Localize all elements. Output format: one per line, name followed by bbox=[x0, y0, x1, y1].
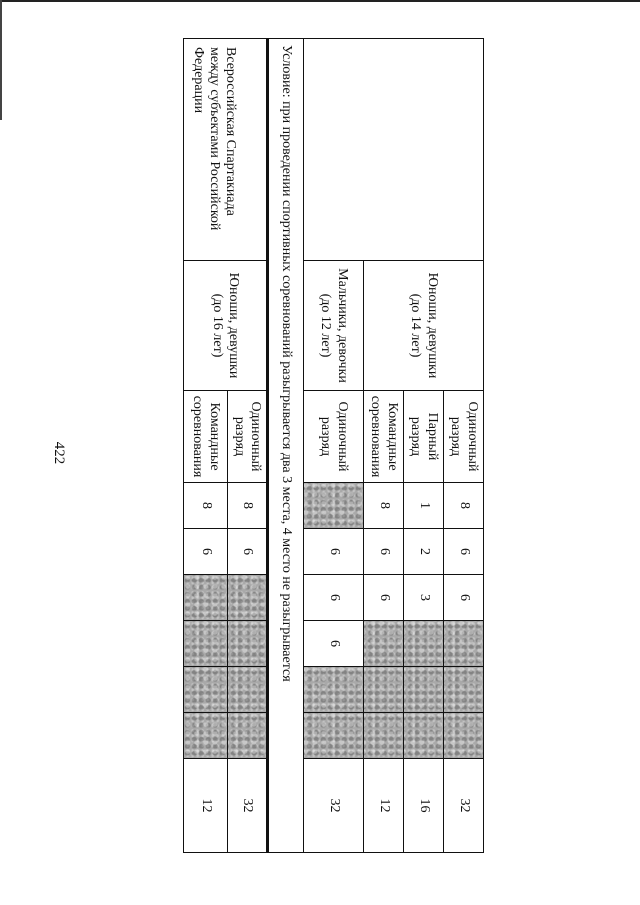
page-number: 422 bbox=[51, 441, 67, 465]
shaded-cell bbox=[304, 713, 364, 759]
discipline-cell: Командные соревнования bbox=[364, 391, 404, 483]
shaded-cell bbox=[444, 667, 484, 713]
age-group-cell: Юноши, девушки (до 14 лет) bbox=[364, 261, 484, 391]
table-row bbox=[268, 39, 304, 853]
total-cell: 12 bbox=[184, 759, 228, 853]
shaded-cell bbox=[404, 621, 444, 667]
value-cell: 8 bbox=[228, 483, 268, 529]
shaded-cell bbox=[228, 621, 268, 667]
shaded-cell bbox=[228, 713, 268, 759]
shaded-cell bbox=[364, 621, 404, 667]
shaded-cell bbox=[184, 713, 228, 759]
total-cell: 32 bbox=[228, 759, 268, 853]
table-row bbox=[228, 39, 268, 853]
shaded-cell bbox=[304, 667, 364, 713]
age-group-cell: Мальчики, девочки (до 12 лет) bbox=[304, 261, 364, 391]
value-cell: 2 bbox=[404, 529, 444, 575]
condition-note: Условие: при проведении спортивных соревнований разыгрывается два 3 места, 4 место не разыгрывается bbox=[268, 39, 304, 853]
discipline-cell: Командные соревнования bbox=[184, 391, 228, 483]
event-cell: Всероссийская Спартакиада между субъектами Российской Федерации bbox=[184, 39, 268, 261]
shaded-cell bbox=[404, 713, 444, 759]
value-cell: 1 bbox=[404, 483, 444, 529]
value-cell: 6 bbox=[304, 575, 364, 621]
value-cell: 6 bbox=[444, 575, 484, 621]
value-cell: 6 bbox=[364, 529, 404, 575]
total-cell: 16 bbox=[404, 759, 444, 853]
shaded-cell bbox=[184, 621, 228, 667]
shaded-cell bbox=[364, 667, 404, 713]
shaded-cell bbox=[364, 713, 404, 759]
discipline-cell: Одиночный разряд bbox=[444, 391, 484, 483]
shaded-cell bbox=[404, 667, 444, 713]
competition-table bbox=[183, 38, 484, 853]
page-left-edge bbox=[0, 0, 2, 120]
total-cell: 32 bbox=[304, 759, 364, 853]
total-cell: 12 bbox=[364, 759, 404, 853]
shaded-cell bbox=[184, 667, 228, 713]
shaded-cell bbox=[444, 621, 484, 667]
value-cell: 6 bbox=[444, 529, 484, 575]
shaded-cell bbox=[304, 483, 364, 529]
discipline-cell: Парный разряд bbox=[404, 391, 444, 483]
shaded-cell bbox=[184, 575, 228, 621]
value-cell: 6 bbox=[184, 529, 228, 575]
age-group-cell: Юноши, девушки (до 16 лет) bbox=[184, 261, 268, 391]
shaded-cell bbox=[444, 713, 484, 759]
value-cell: 8 bbox=[184, 483, 228, 529]
value-cell: 6 bbox=[304, 621, 364, 667]
total-cell: 32 bbox=[444, 759, 484, 853]
value-cell: 6 bbox=[304, 529, 364, 575]
shaded-cell bbox=[228, 667, 268, 713]
page-top-edge bbox=[0, 0, 640, 2]
discipline-cell: Одиночный разряд bbox=[228, 391, 268, 483]
event-cell bbox=[304, 39, 484, 261]
value-cell: 3 bbox=[404, 575, 444, 621]
value-cell: 6 bbox=[364, 575, 404, 621]
value-cell: 8 bbox=[364, 483, 404, 529]
value-cell: 8 bbox=[444, 483, 484, 529]
table-row bbox=[444, 39, 484, 853]
value-cell: 6 bbox=[228, 529, 268, 575]
discipline-cell: Одиночный разряд bbox=[304, 391, 364, 483]
table-container bbox=[184, 38, 484, 852]
shaded-cell bbox=[228, 575, 268, 621]
